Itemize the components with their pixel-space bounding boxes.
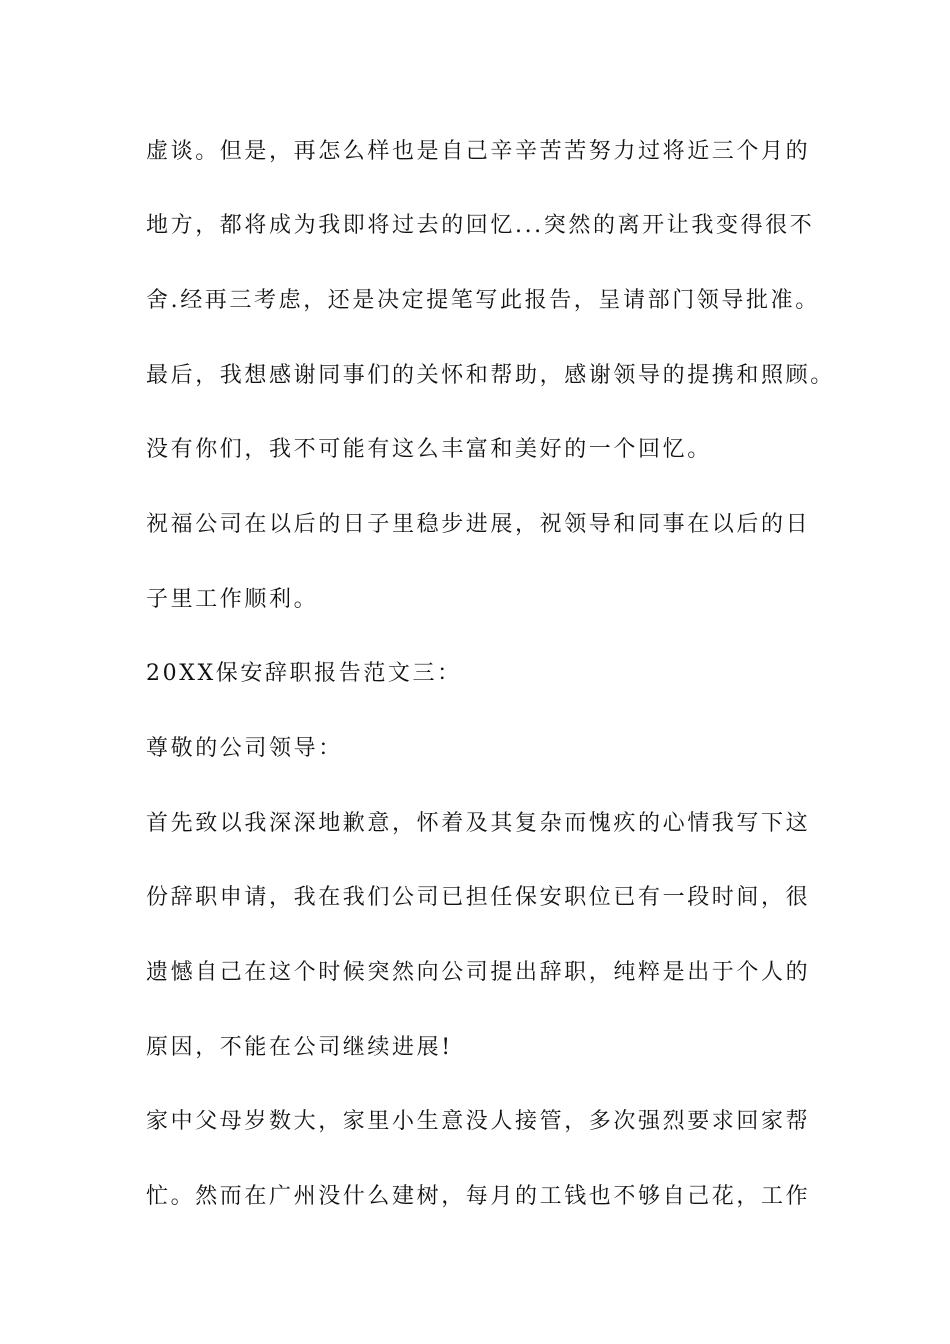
text-line: 份辞职申请，我在我们公司已担任保安职位已有一段时间，很 <box>146 885 811 910</box>
text-line: 子里工作顺利。 <box>146 587 319 612</box>
text-line: 虚谈。但是，再怎么样也是自己辛辛苦苦努力过将近三个月的 <box>146 139 811 164</box>
text-line: 遗憾自己在这个时候突然向公司提出辞职，纯粹是出于个人的 <box>146 960 811 985</box>
text-line: 舍.经再三考虑，还是决定提笔写此报告，呈请部门领导批准。 <box>146 288 820 313</box>
text-line: 最后，我想感谢同事们的关怀和帮助，感谢领导的提携和照顾。 <box>146 363 835 388</box>
text-line: 忙。然而在广州没什么建树，每月的工钱也不够自己花，工作 <box>146 1184 811 1209</box>
section-heading: 20XX保安辞职报告范文三： <box>146 661 462 686</box>
salutation: 尊敬的公司领导： <box>146 736 343 761</box>
text-line: 家中父母岁数大，家里小生意没人接管，多次强烈要求回家帮 <box>146 1109 811 1134</box>
text-line: 没有你们，我不可能有这么丰富和美好的一个回忆。 <box>146 437 712 462</box>
text-line: 原因，不能在公司继续进展! <box>146 1035 453 1060</box>
text-line: 祝福公司在以后的日子里稳步进展，祝领导和同事在以后的日 <box>146 512 811 537</box>
text-line: 地方，都将成为我即将过去的回忆...突然的离开让我变得很不 <box>146 213 815 238</box>
text-line: 首先致以我深深地歉意，怀着及其复杂而愧疚的心情我写下这 <box>146 811 811 836</box>
